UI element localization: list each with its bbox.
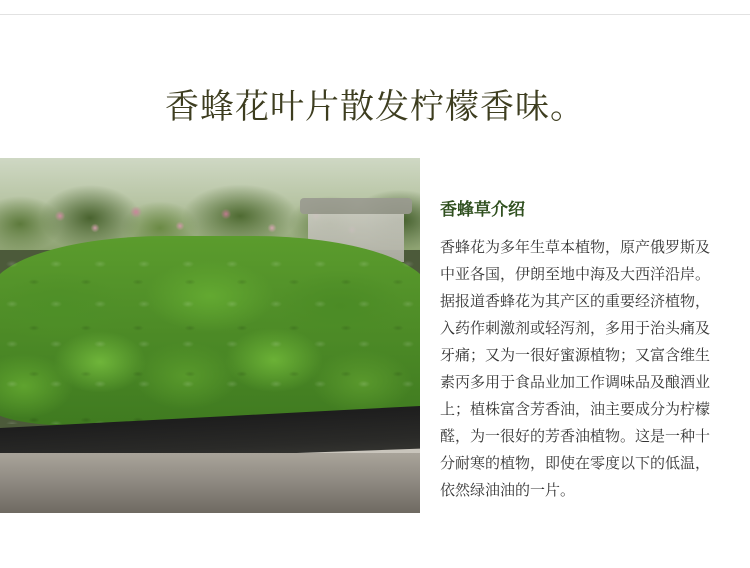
section-title: 香蜂草介绍: [440, 200, 525, 220]
section-body: 香蜂花为多年生草本植物，原产俄罗斯及中亚各国，伊朗至地中海及大西洋沿岸。据报道香蜂花为其产区的重要经济植物，入药作刺激剂或轻泻剂，多用于治头痛及牙痛；又为一很好蜜源植物；又富含维生素丙多用于食品业加工作调味品及酿酒业上；植株富含芳香油，油主要成分为柠檬醛，为一很好的芳香油植物。这是一种十分耐寒的植物，即使在零度以下的低温，依然绿油油的一片。: [440, 238, 711, 499]
photo-ground: [0, 453, 420, 513]
page-title: 香蜂花叶片散发柠檬香味。: [165, 86, 585, 127]
product-photo: [0, 158, 420, 513]
description-column: [440, 198, 720, 504]
photo-leaf-texture: [0, 254, 420, 424]
top-divider: [0, 14, 750, 15]
